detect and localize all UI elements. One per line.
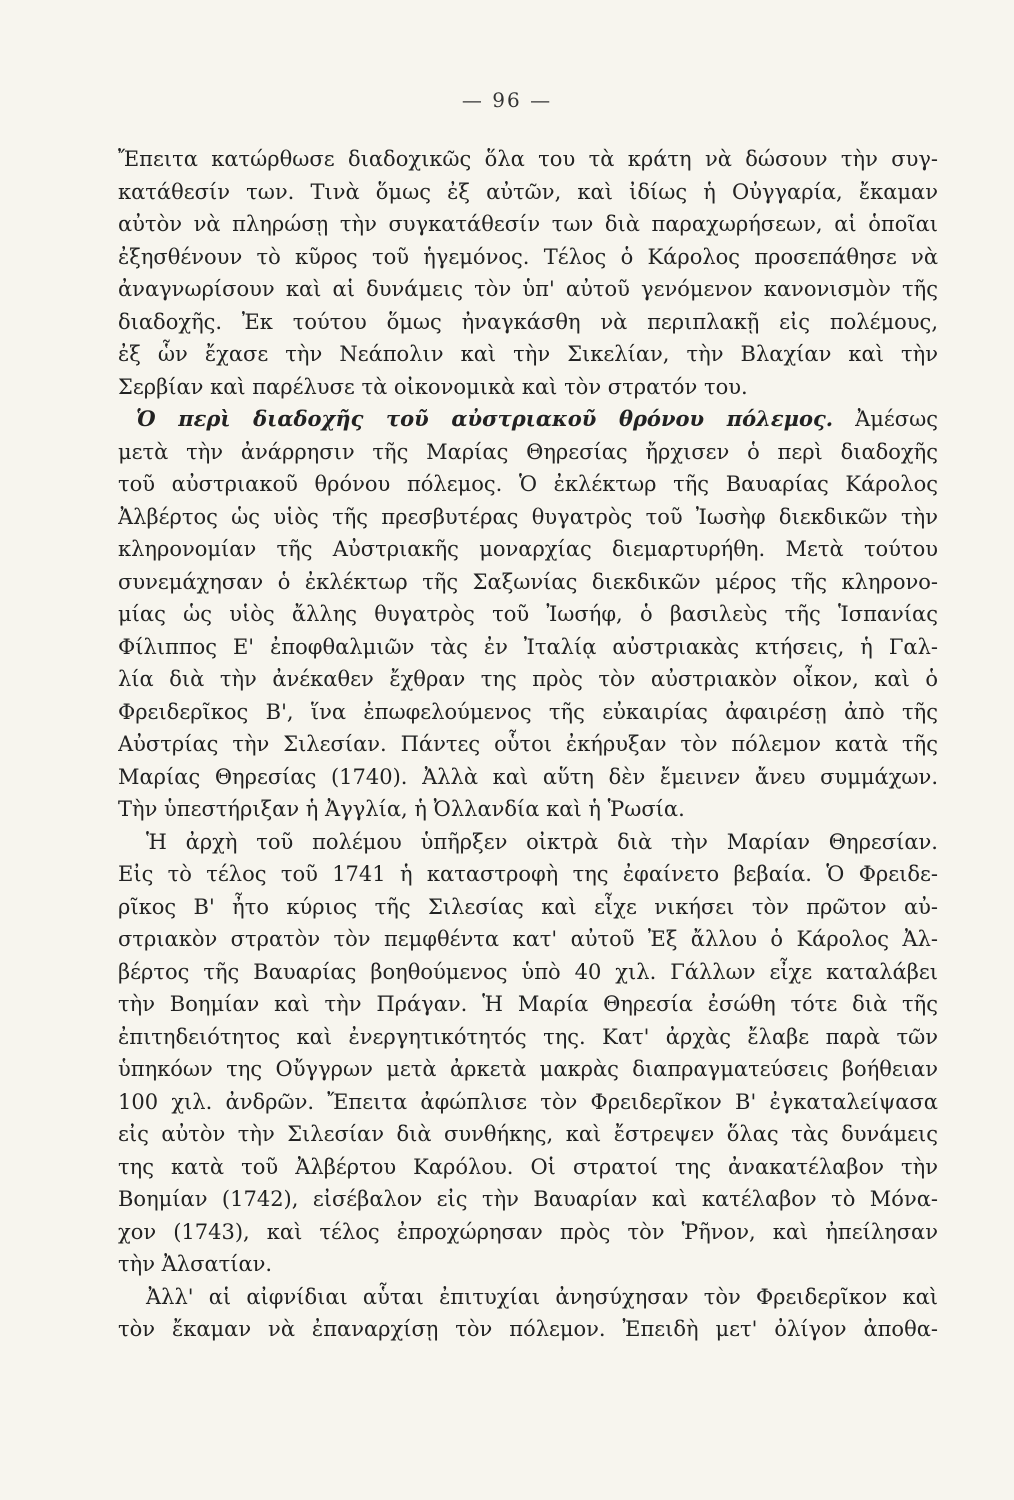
text-line: στριακὸν στρατὸν τὸν πεμφθέντα κατ' αὐτοῦ Ἐξ ἄλλου ὁ Κάρολος Ἀλ- <box>118 927 938 951</box>
text-line: μίας ὡς υἱὸς ἄλλης θυγατρὸς τοῦ Ἰωσήφ, ὁ βασιλεὺς τῆς Ἱσπανίας <box>118 602 938 626</box>
text-line: ἐξησθένουν τὸ κῦρος τοῦ ἡγεμόνος. Τέλος ὁ Κάρολος προσεπάθησε νὰ <box>118 244 938 269</box>
text-line: Φρειδερῖκος Β', ἵνα ἐπωφελούμενος τῆς εὐκαιρίας ἀφαιρέσῃ ἀπὸ τῆς <box>118 699 938 724</box>
text-line: αὐτὸν νὰ πληρώσῃ τὴν συγκατάθεσίν των διὰ παραχωρήσεων, αἱ ὁποῖαι <box>118 212 938 236</box>
text-line: Τὴν ὑπεστήριξαν ἡ Ἀγγλία, ἡ Ὀλλανδία καὶ ἡ Ῥωσία. <box>118 797 685 821</box>
text-line: μετὰ τὴν ἀνάρρησιν τῆς Μαρίας Θηρεσίας ἤρχισεν ὁ περὶ διαδοχῆς <box>118 439 938 464</box>
text-line: τὴν Ἀλσατίαν. <box>118 1252 273 1276</box>
text-line: τοῦ αὐστριακοῦ θρόνου πόλεμος. Ὁ ἐκλέκτωρ τῆς Βαυαρίας Κάρολος <box>118 472 938 496</box>
text-line: εἰς αὐτὸν τὴν Σιλεσίαν διὰ συνθήκης, καὶ ἔστρεψεν ὅλας τὰς δυνάμεις <box>118 1122 938 1146</box>
text-line: Αὐστρίας τὴν Σιλεσίαν. Πάντες οὗτοι ἐκήρυξαν τὸν πόλεμον κατὰ τῆς <box>118 732 938 756</box>
text-line: της κατὰ τοῦ Ἀλβέρτου Καρόλου. Οἱ στρατοί της ἀνακατέλαβον τὴν <box>118 1154 938 1179</box>
text-line: κληρονομίαν τῆς Αὐστριακῆς μοναρχίας διεμαρτυρήθη. Μετὰ τούτου <box>118 537 938 561</box>
text-line: ἀναγνωρίσουν καὶ αἱ δυνάμεις τὸν ὑπ' αὐτοῦ γενόμενον κανονισμὸν τῆς <box>118 277 938 301</box>
text-line: 100 χιλ. ἀνδρῶν. Ἔπειτα ἀφώπλισε τὸν Φρειδερῖκον Β' ἐγκαταλείψασα <box>118 1089 938 1114</box>
text-line: ἐπιτηδειότητος καὶ ἐνεργητικότητός της. Κατ' ἀρχὰς ἔλαβε παρὰ τῶν <box>118 1024 938 1049</box>
heading-line-text: Ἀμέσως <box>833 407 938 431</box>
text-line: χον (1743), καὶ τέλος ἐπροχώρησαν πρὸς τὸν Ῥῆνον, καὶ ἠπείλησαν <box>118 1219 938 1244</box>
text-line: ἐξ ὧν ἔχασε τὴν Νεάπολιν καὶ τὴν Σικελίαν, τὴν Βλαχίαν καὶ τὴν <box>118 342 938 366</box>
text-line: Εἰς τὸ τέλος τοῦ 1741 ἡ καταστροφὴ της ἐφαίνετο βεβαία. Ὁ Φρειδε- <box>118 862 938 886</box>
text-line: τὸν ἔκαμαν νὰ ἐπαναρχίσῃ τὸν πόλεμον. Ἐπειδὴ μετ' ὀλίγον ἀποθα- <box>118 1317 938 1341</box>
text-line: λία διὰ τὴν ἀνέκαθεν ἔχθραν της πρὸς τὸν αὐστριακὸν οἶκον, καὶ ὁ <box>118 667 938 691</box>
body-text <box>118 143 938 1346</box>
text-line: ὑπηκόων της Οὔγγρων μετὰ ἀρκετὰ μακρὰς διαπραγματεύσεις βοήθειαν <box>118 1057 938 1081</box>
text-line: Ἡ ἀρχὴ τοῦ πολέμου ὑπῆρξεν οἰκτρὰ διὰ τὴν Μαρίαν Θηρεσίαν. <box>146 829 938 854</box>
text-line: συνεμάχησαν ὁ ἐκλέκτωρ τῆς Σαξωνίας διεκδικῶν μέρος τῆς κληρονο- <box>118 569 938 594</box>
text-line: Βοημίαν (1742), εἰσέβαλον εἰς τὴν Βαυαρίαν καὶ κατέλαβον τὸ Μόνα- <box>118 1187 938 1211</box>
text-line: ρῖκος Β' ἦτο κύριος τῆς Σιλεσίας καὶ εἶχε νικήσει τὸν πρῶτον αὐ- <box>118 894 938 919</box>
text-line: κατάθεσίν των. Τινὰ ὅμως ἐξ αὐτῶν, καὶ ἰδίως ἡ Οὐγγαρία, ἔκαμαν <box>118 179 938 204</box>
page-number: — 96 — <box>461 88 553 112</box>
text-line: Ἀλβέρτος ὡς υἱὸς τῆς πρεσβυτέρας θυγατρὸς τοῦ Ἰωσὴφ διεκδικῶν τὴν <box>118 504 938 529</box>
text-line: διαδοχῆς. Ἐκ τούτου ὅμως ἠναγκάσθη νὰ περιπλακῇ εἰς πολέμους, <box>118 309 938 334</box>
text-line: Μαρίας Θηρεσίας (1740). Ἀλλὰ καὶ αὕτη δὲν ἔμεινεν ἄνευ συμμάχων. <box>118 764 938 789</box>
section-heading: Ὁ περὶ διαδοχῆς τοῦ αὐστριακοῦ θρόνου πόλεμος. <box>136 406 834 431</box>
text-line: Ἀλλ' αἱ αἰφνίδιαι αὗται ἐπιτυχίαι ἀνησύχησαν τὸν Φρειδερῖκον καὶ <box>146 1284 938 1309</box>
text-line: Σερβίαν καὶ παρέλυσε τὰ οἰκονομικὰ καὶ τὸν στρατόν του. <box>118 374 748 399</box>
text-line: Φίλιππος Ε' ἐποφθαλμιῶν τὰς ἐν Ἰταλίᾳ αὐστριακὰς κτήσεις, ἡ Γαλ- <box>118 634 938 659</box>
text-line: βέρτος τῆς Βαυαρίας βοηθούμενος ὑπὸ 40 χιλ. Γάλλων εἶχε καταλάβει <box>118 959 938 984</box>
section-heading-line <box>118 403 938 436</box>
text-line: τὴν Βοημίαν καὶ τὴν Πράγαν. Ἡ Μαρία Θηρεσία ἐσώθη τότε διὰ τῆς <box>118 992 938 1016</box>
text-line: Ἔπειτα κατώρθωσε διαδοχικῶς ὅλα του τὰ κράτη νὰ δώσουν τὴν συγ- <box>118 147 938 171</box>
